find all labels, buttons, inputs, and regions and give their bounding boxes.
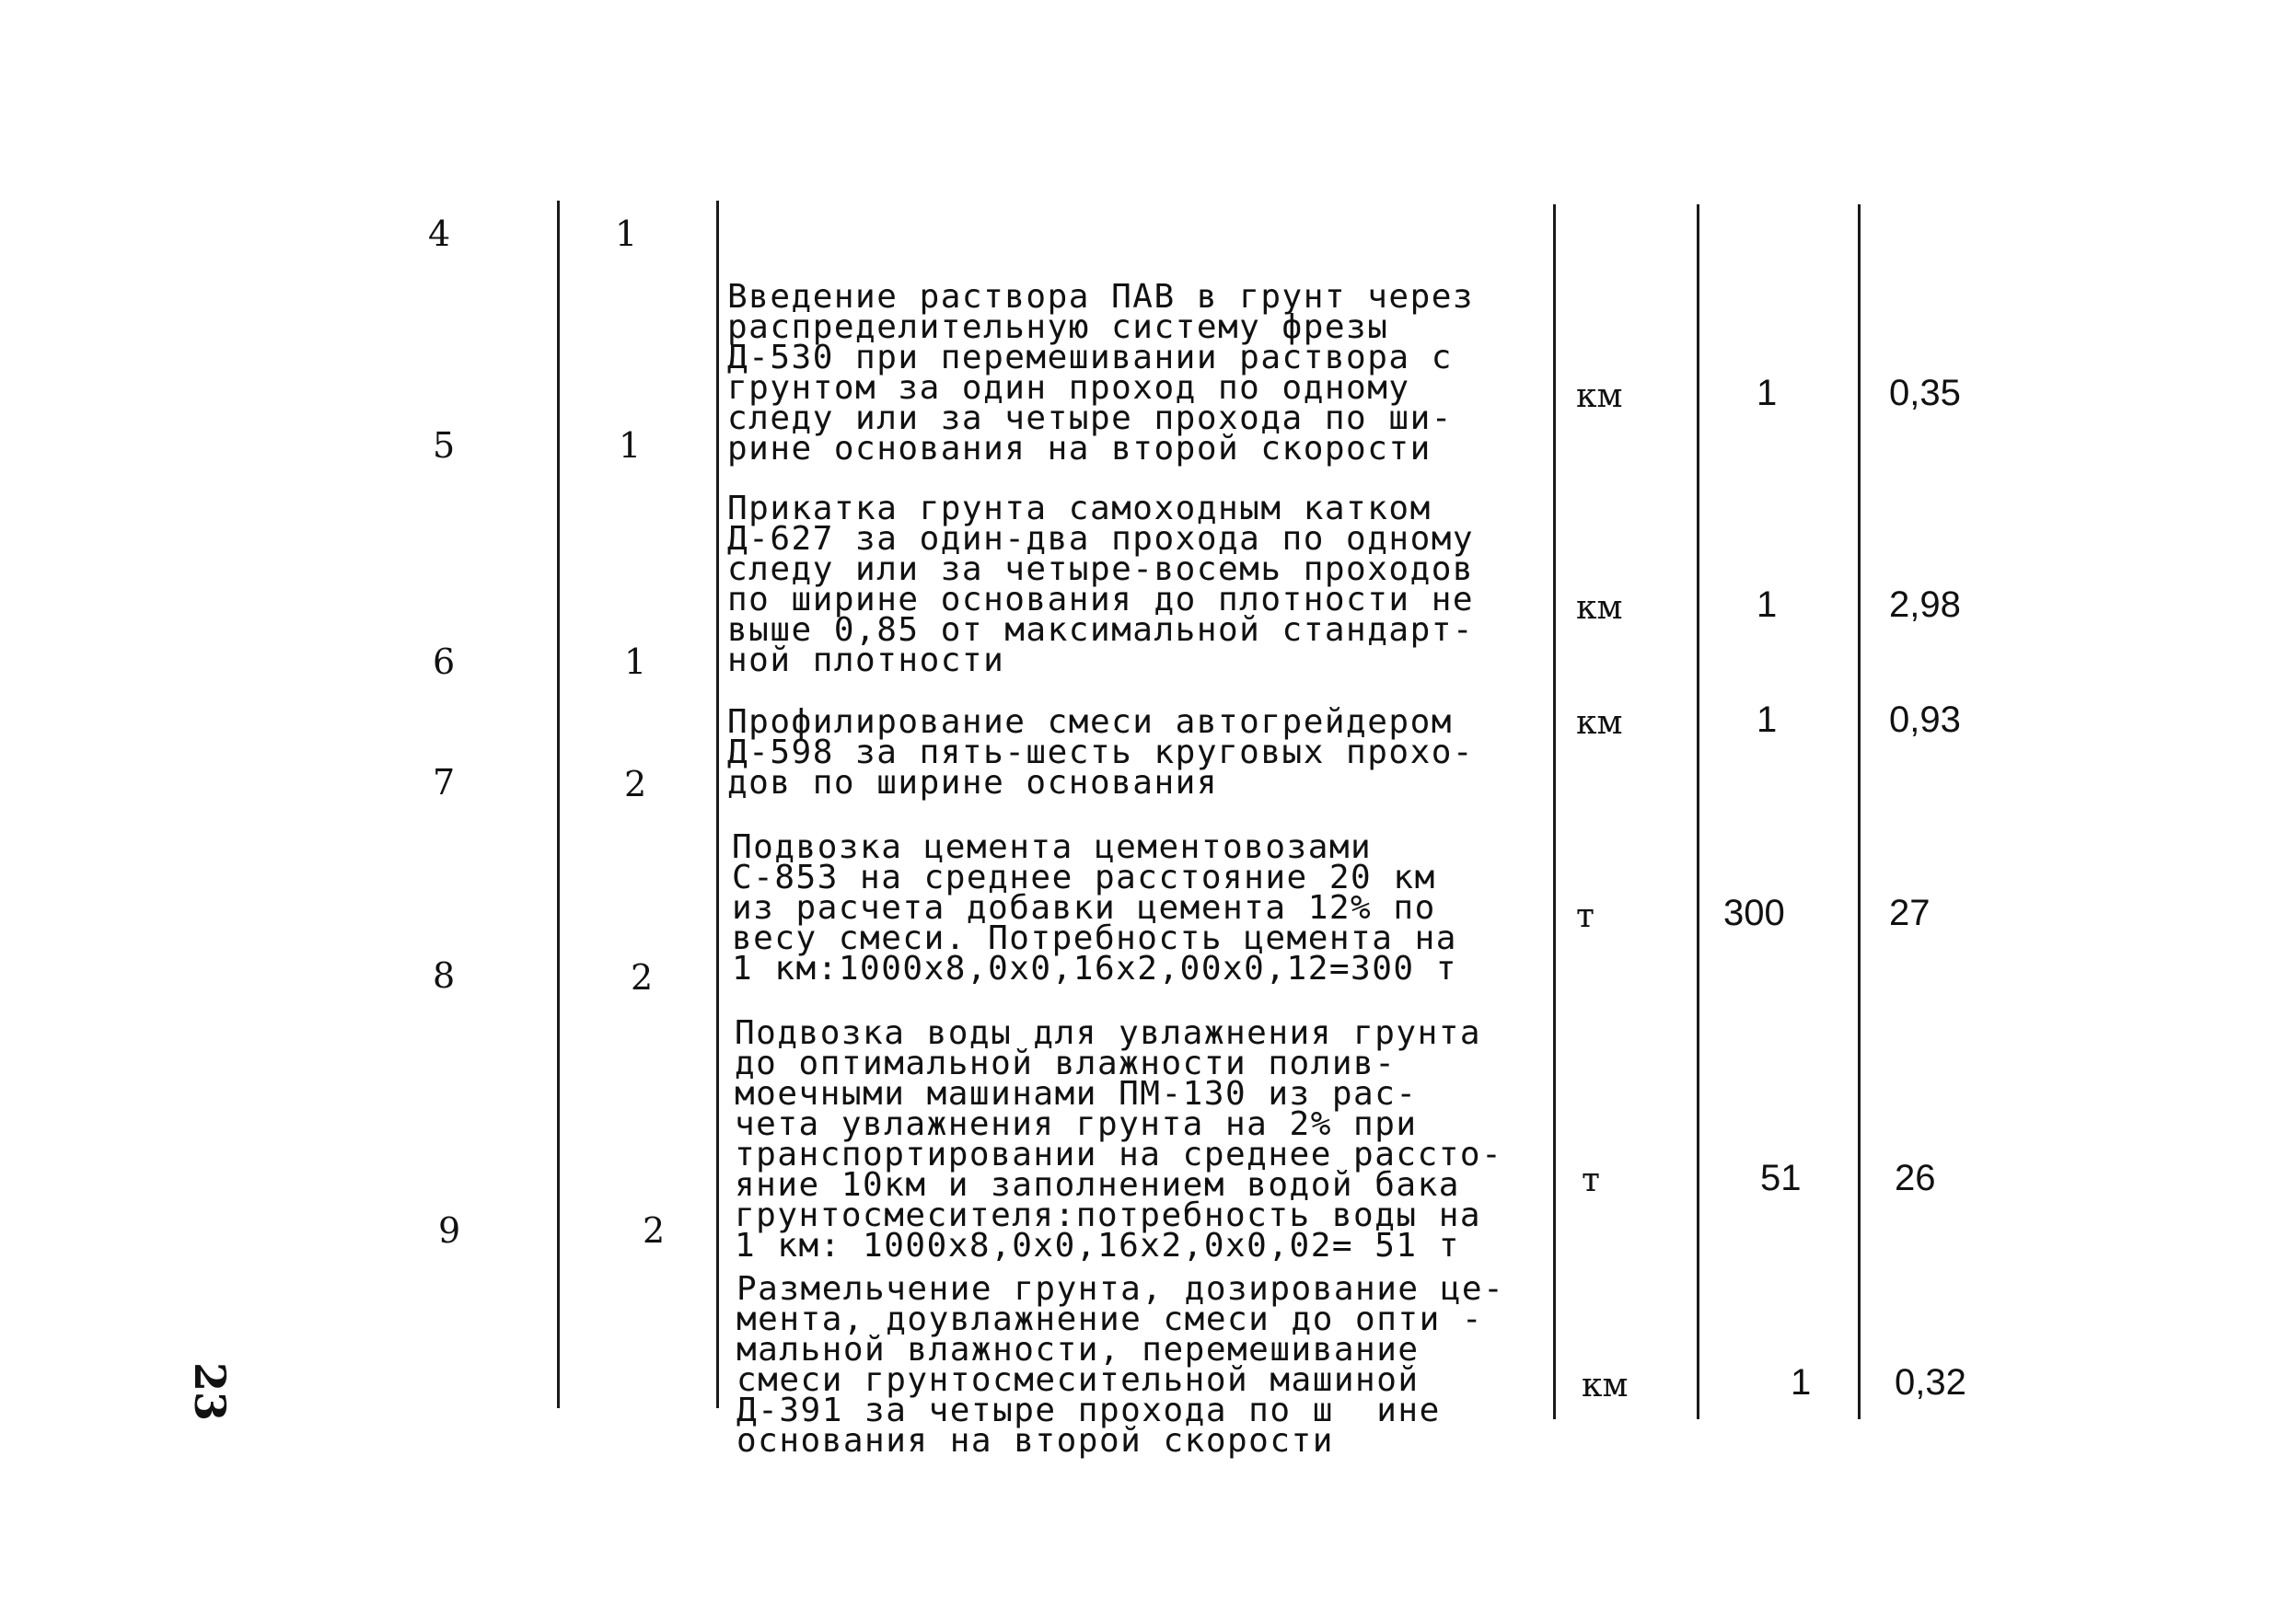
row-unit: км xyxy=(1576,704,1623,742)
row-unit: т xyxy=(1582,1161,1600,1199)
row-unit: т xyxy=(1576,897,1594,935)
row-number: 6 xyxy=(433,641,456,682)
column-rule-2 xyxy=(716,201,719,1408)
row-group: 1 xyxy=(624,641,647,682)
page-number: 23 xyxy=(185,1362,235,1422)
column-rule-1 xyxy=(557,201,560,1408)
row-description: Подвозка цемента цементовозами С-853 на среднее расстояние 20 км из расчета добавки цемента 12% по весу смеси. Потребность цемента на 1 км:1000х8,0х0,16х2,00х0,12=300 т xyxy=(732,828,1457,988)
row-quantity: 51 xyxy=(1760,1158,1802,1198)
row-description: Подвозка воды для увлажнения грунта до оптимальной влажности полив- моечными машинами ПМ-130 из рас- чета увлажнения грунта на 2% при транспортировании на среднее рассто- яние 10км и заполнением водой бака грунтосмесителя:потребность воды на 1 км: 1000х8,0х0,16х2,0х0,02= 51 т xyxy=(735,1014,1503,1265)
row-group: 2 xyxy=(643,1210,666,1251)
row-group: 1 xyxy=(619,425,642,466)
row-value: 0,32 xyxy=(1895,1362,1966,1403)
row-value: 0,93 xyxy=(1889,699,1961,740)
row-number: 9 xyxy=(438,1210,461,1251)
row-quantity: 1 xyxy=(1757,699,1778,740)
row-value: 2,98 xyxy=(1889,584,1961,625)
row-group: 2 xyxy=(631,957,654,998)
row-quantity: 300 xyxy=(1723,893,1785,933)
row-unit: км xyxy=(1582,1367,1629,1404)
row-number: 8 xyxy=(433,955,456,996)
row-number: 5 xyxy=(433,425,456,466)
row-number: 7 xyxy=(433,762,456,803)
row-value: 0,35 xyxy=(1889,373,1961,413)
column-rule-5 xyxy=(1858,204,1861,1419)
row-description: Размельчение грунта, дозирование це- мента, доувлажнение смеси до опти - мальной влажности, перемешивание смеси грунтосмесительной машиной Д-391 за четыре прохода по ш ине основания на второй скорости xyxy=(736,1270,1505,1460)
row-quantity: 1 xyxy=(1757,584,1778,625)
row-value: 27 xyxy=(1889,893,1931,933)
row-quantity: 1 xyxy=(1757,373,1778,413)
row-quantity: 1 xyxy=(1791,1362,1812,1403)
row-description: Введение раствора ПАВ в грунт через распределительную систему фрезы Д-530 при перемешивании раствора с грунтом за один проход по одному следу или за четыре прохода по ши- рине основания на второй скорости xyxy=(727,278,1475,468)
row-group: 2 xyxy=(624,764,647,804)
row-description: Профилирование смеси автогрейдером Д-598 за пять-шесть круговых прохо- дов по ширине основания xyxy=(727,703,1475,802)
row-number: 4 xyxy=(428,214,451,254)
column-rule-3 xyxy=(1553,204,1556,1419)
row-value: 26 xyxy=(1895,1158,1936,1198)
row-unit: км xyxy=(1576,377,1623,415)
row-group: 1 xyxy=(615,214,638,254)
row-description: Прикатка грунта самоходным катком Д-627 за один-два прохода по одному следу или за четыре-восемь проходов по ширине основания до плотности не выше 0,85 от максимальной стандарт- ной плотности xyxy=(727,490,1475,679)
column-rule-4 xyxy=(1697,204,1699,1419)
row-unit: км xyxy=(1576,589,1623,627)
